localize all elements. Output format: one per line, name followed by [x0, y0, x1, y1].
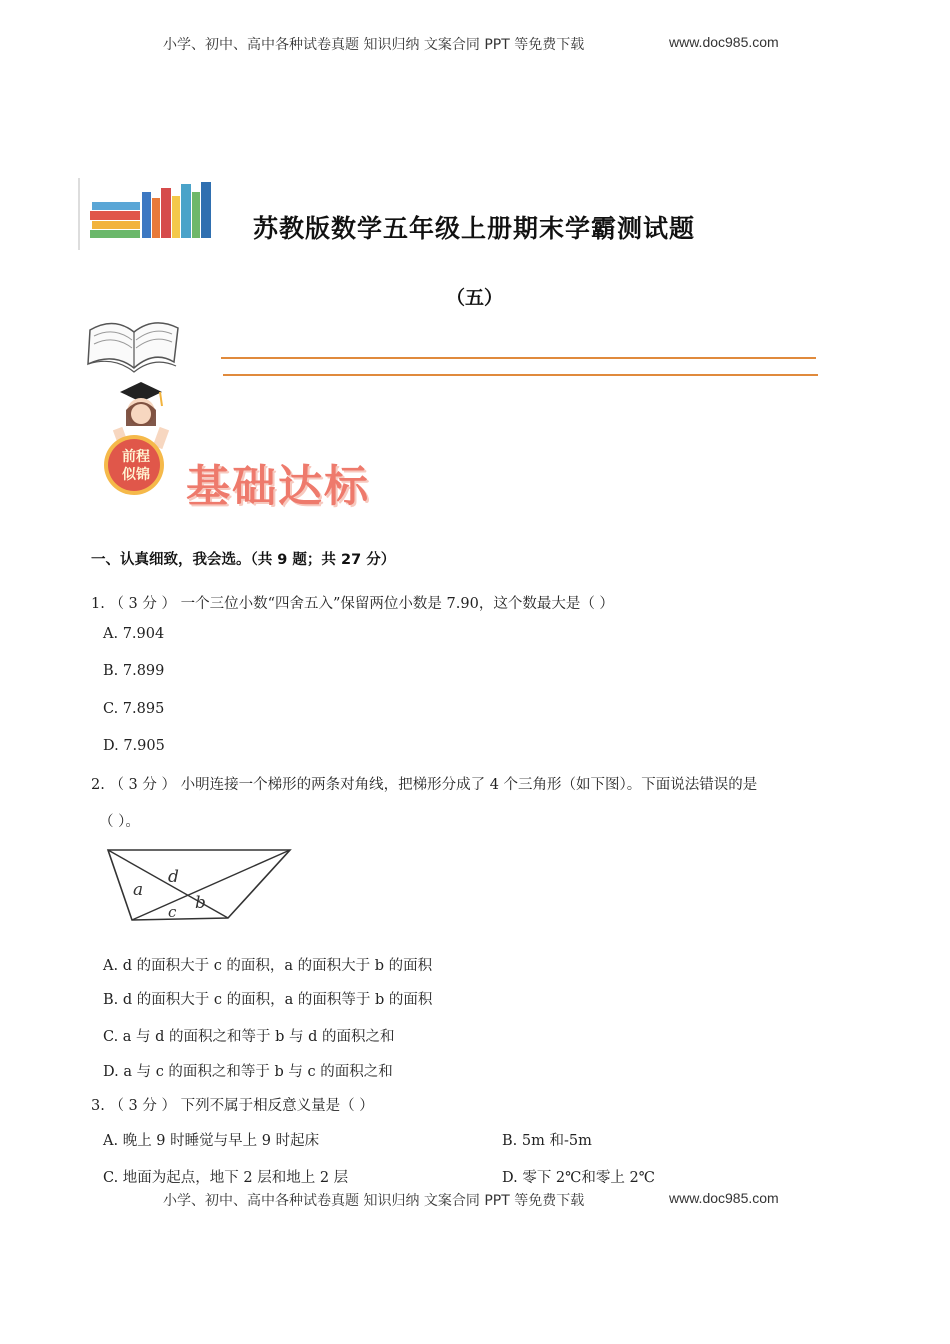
- section-badge-label: 基础达标: [186, 461, 370, 512]
- figure-label-b: b: [195, 893, 206, 913]
- page-subtitle: （五）: [446, 287, 504, 309]
- badge-circle: [118, 448, 154, 484]
- question-3-option-c[interactable]: C. 地面为起点，地下 2 层和地上 2 层: [103, 1170, 349, 1186]
- footer-text: 小学、初中、高中各种试卷真题 知识归纳 文案合同 PPT 等免费下载: [163, 1193, 585, 1209]
- figure-label-a: a: [133, 880, 144, 900]
- trapezoid-figure: [100, 842, 300, 928]
- question-3-option-b[interactable]: B. 5m 和-5m: [502, 1133, 592, 1149]
- question-1-option-c[interactable]: C. 7.895: [103, 701, 165, 717]
- question-2-option-a[interactable]: A. d 的面积大于 c 的面积，a 的面积大于 b 的面积: [103, 958, 433, 974]
- graduate-mascot-icon: [96, 380, 186, 505]
- question-3-stem: 3. （ 3 分 ） 下列不属于相反意义量是（ ）: [91, 1098, 374, 1114]
- divider-line-bottom: [223, 374, 818, 376]
- question-1-option-a[interactable]: A. 7.904: [103, 626, 165, 642]
- header-text: 小学、初中、高中各种试卷真题 知识归纳 文案合同 PPT 等免费下载: [163, 37, 585, 53]
- question-1-option-b[interactable]: B. 7.899: [103, 663, 165, 679]
- question-3-option-d[interactable]: D. 零下 2℃和零上 2℃: [502, 1170, 655, 1186]
- question-3-option-a[interactable]: A. 晚上 9 时睡觉与早上 9 时起床: [103, 1133, 320, 1149]
- question-1-option-d[interactable]: D. 7.905: [103, 738, 165, 754]
- divider-line-top: [221, 357, 816, 359]
- badge-circle-line1: 前程: [122, 449, 150, 465]
- question-1-stem: 1. （ 3 分 ） 一个三位小数“四舍五入”保留两位小数是 7.90，这个数最大是（ ）: [91, 596, 614, 612]
- footer-url[interactable]: www.doc985.com: [669, 1190, 779, 1206]
- section-heading: 一、认真细致，我会选。（共 9 题；共 27 分）: [91, 552, 396, 568]
- question-2-option-c[interactable]: C. a 与 d 的面积之和等于 b 与 d 的面积之和: [103, 1029, 395, 1045]
- open-book-icon: [84, 310, 184, 378]
- question-2-option-d[interactable]: D. a 与 c 的面积之和等于 b 与 c 的面积之和: [103, 1064, 393, 1080]
- badge-circle-line2: 似锦: [122, 467, 150, 483]
- question-2-stem: 2. （ 3 分 ） 小明连接一个梯形的两条对角线，把梯形分成了 4 个三角形（如下图）。下面说法错误的是: [91, 777, 758, 793]
- figure-label-c: c: [168, 903, 177, 921]
- question-2-option-b[interactable]: B. d 的面积大于 c 的面积，a 的面积等于 b 的面积: [103, 992, 433, 1008]
- question-2-stem-cont: （ ）。: [99, 814, 140, 830]
- page-title: 苏教版数学五年级上册期末学霸测试题: [253, 214, 696, 243]
- books-illustration: [78, 178, 218, 250]
- figure-label-d: d: [168, 867, 179, 887]
- header-url[interactable]: www.doc985.com: [669, 34, 779, 50]
